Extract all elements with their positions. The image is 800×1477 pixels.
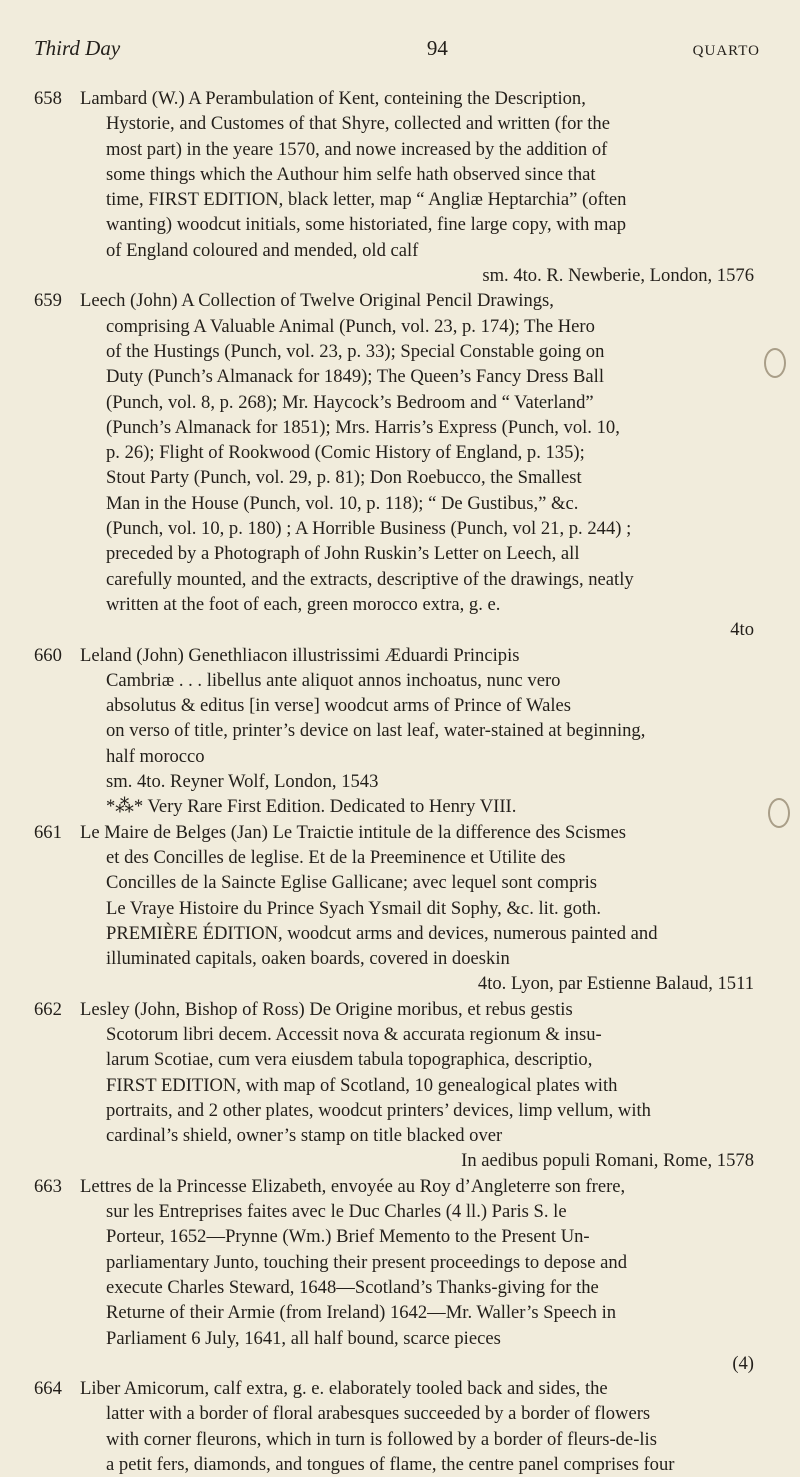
- lot-line: Duty (Punch’s Almanack for 1849); The Queen’s Fancy Dress Ball: [106, 366, 604, 388]
- lot-line: Cambriæ . . . libellus ante aliquot annos inchoatus, nunc vero: [106, 669, 561, 691]
- lot-line: Stout Party (Punch, vol. 29, p. 81); Don Roebucco, the Smallest: [106, 467, 582, 489]
- lot-imprint: 4to. Lyon, par Estienne Balaud, 1511: [477, 973, 754, 995]
- lot-entry: [34, 1376, 754, 1477]
- header-day: Third Day: [34, 36, 121, 60]
- lot-line: of England coloured and mended, old calf: [106, 239, 419, 261]
- lot-entry: [34, 1174, 754, 1376]
- lot-entry: [34, 997, 754, 1174]
- lot-line: Porteur, 1652—Prynne (Wm.) Brief Memento to the Present Un-: [106, 1226, 590, 1248]
- lot-line: of the Hustings (Punch, vol. 23, p. 33); Special Constable going on: [106, 340, 605, 362]
- lot-number: 664: [34, 1378, 62, 1400]
- lot-line: (Punch’s Almanack for 1851); Mrs. Harris’s Express (Punch, vol. 10,: [106, 416, 620, 438]
- lot-description: [80, 86, 754, 288]
- lot-line: parliamentary Junto, touching their present proceedings to depose and: [106, 1251, 627, 1273]
- lot-imprint: sm. 4to. R. Newberie, London, 1576: [482, 265, 754, 287]
- lot-line: Lettres de la Princesse Elizabeth, envoyée au Roy d’Angleterre son frere,: [80, 1175, 626, 1197]
- lot-line: Concilles de la Saincte Eglise Gallicane; avec lequel sont compris: [106, 872, 598, 894]
- lot-description: [80, 820, 754, 997]
- lot-description: [80, 643, 754, 820]
- lot-line: comprising A Valuable Animal (Punch, vol. 23, p. 174); The Hero: [106, 315, 595, 337]
- lot-line: a petit fers, diamonds, and tongues of flame, the centre panel comprises four: [106, 1454, 675, 1476]
- lot-line: sm. 4to. Reyner Wolf, London, 1543: [106, 771, 379, 793]
- lot-line: half morocco: [106, 745, 205, 767]
- lot-number: 659: [34, 290, 62, 312]
- lot-line: Lesley (John, Bishop of Ross) De Origine moribus, et rebus gestis: [80, 998, 573, 1020]
- lot-line: Scotorum libri decem. Accessit nova & accurata regionum & insu-: [106, 1023, 602, 1045]
- lot-line: on verso of title, printer’s device on last leaf, water-stained at beginning,: [106, 720, 646, 742]
- lot-number: 663: [34, 1175, 62, 1197]
- lot-line: sur les Entreprises faites avec le Duc Charles (4 ll.) Paris S. le: [106, 1201, 567, 1223]
- lot-line: illuminated capitals, oaken boards, covered in doeskin: [106, 948, 510, 970]
- lot-line: Hystorie, and Customes of that Shyre, collected and written (for the: [106, 113, 610, 135]
- lot-line: some things which the Authour him selfe hath observed since that: [106, 163, 596, 185]
- lot-line: p. 26); Flight of Rookwood (Comic History of England, p. 135);: [106, 442, 585, 464]
- lot-list: [34, 86, 754, 1477]
- lot-imprint: (4): [732, 1352, 754, 1374]
- lot-line: Le Maire de Belges (Jan) Le Traictie intitule de la difference des Scismes: [80, 821, 626, 843]
- lot-line: preceded by a Photograph of John Ruskin’s Letter on Leech, all: [106, 543, 580, 565]
- lot-line: Liber Amicorum, calf extra, g. e. elaborately tooled back and sides, the: [80, 1378, 608, 1400]
- lot-line: portraits, and 2 other plates, woodcut printers’ devices, limp vellum, with: [106, 1099, 651, 1121]
- lot-line: larum Scotiae, cum vera eiusdem tabula topographica, descriptio,: [106, 1049, 593, 1071]
- lot-imprint: 4to: [730, 619, 754, 641]
- lot-line: Parliament 6 July, 1641, all half bound, scarce pieces: [106, 1327, 501, 1349]
- lot-line: with corner fleurons, which in turn is followed by a border of fleurs-de-lis: [106, 1428, 657, 1450]
- lot-line: carefully mounted, and the extracts, descriptive of the drawings, neatly: [106, 568, 634, 590]
- lot-number: 660: [34, 644, 62, 666]
- lot-line: FIRST EDITION, with map of Scotland, 10 genealogical plates with: [106, 1074, 618, 1096]
- lot-line: Le Vraye Histoire du Prince Syach Ysmail dit Sophy, &c. lit. goth.: [106, 897, 601, 919]
- lot-line: written at the foot of each, green morocco extra, g. e.: [106, 593, 501, 615]
- lot-line: (Punch, vol. 10, p. 180) ; A Horrible Business (Punch, vol 21, p. 244) ;: [106, 518, 632, 540]
- lot-line: et des Concilles de leglise. Et de la Preeminence et Utilite des: [106, 846, 566, 868]
- lot-line: cardinal’s shield, owner’s stamp on title blacked over: [106, 1125, 503, 1147]
- lot-imprint: In aedibus populi Romani, Rome, 1578: [461, 1150, 754, 1172]
- header-format: QUARTO: [692, 43, 760, 59]
- lot-line: Lambard (W.) A Perambulation of Kent, conteining the Description,: [80, 88, 586, 109]
- lot-entry: [34, 643, 754, 820]
- lot-line: Returne of their Armie (from Ireland) 1642—Mr. Waller’s Speech in: [106, 1302, 617, 1324]
- page-number: 94: [426, 36, 448, 60]
- margin-mark: [768, 798, 790, 828]
- lot-line: *⁂* Very Rare First Edition. Dedicated to Henry VIII.: [106, 796, 517, 818]
- lot-description: [80, 288, 754, 642]
- lot-line: absolutus & editus [in verse] woodcut arms of Prince of Wales: [106, 695, 571, 717]
- lot-number: 662: [34, 998, 62, 1020]
- lot-description: [80, 997, 754, 1174]
- lot-line: time, FIRST EDITION, black letter, map “ Angliæ Heptarchia” (often: [106, 189, 627, 211]
- lot-entry: [34, 820, 754, 997]
- running-head: [34, 36, 760, 66]
- lot-line: Leland (John) Genethliacon illustrissimi Æduardi Principis: [80, 644, 520, 666]
- lot-number: 661: [34, 821, 62, 843]
- lot-line: Leech (John) A Collection of Twelve Original Pencil Drawings,: [80, 290, 554, 312]
- lot-line: (Punch, vol. 8, p. 268); Mr. Haycock’s Bedroom and “ Vaterland”: [106, 391, 594, 413]
- lot-line: PREMIÈRE ÉDITION, woodcut arms and devices, numerous painted and: [106, 922, 658, 944]
- lot-line: most part) in the yeare 1570, and nowe increased by the addition of: [106, 138, 608, 160]
- lot-line: execute Charles Steward, 1648—Scotland’s Thanks-giving for the: [106, 1276, 599, 1298]
- margin-mark: [764, 348, 786, 378]
- lot-line: latter with a border of floral arabesques succeeded by a border of flowers: [106, 1403, 651, 1425]
- lot-entry: [34, 86, 754, 288]
- lot-entry: [34, 288, 754, 642]
- lot-line: wanting) woodcut initials, some historiated, fine large copy, with map: [106, 214, 626, 236]
- lot-description: [80, 1174, 754, 1376]
- lot-line: Man in the House (Punch, vol. 10, p. 118); “ De Gustibus,” &c.: [106, 492, 579, 514]
- lot-number: 658: [34, 88, 62, 109]
- lot-description: [80, 1376, 754, 1477]
